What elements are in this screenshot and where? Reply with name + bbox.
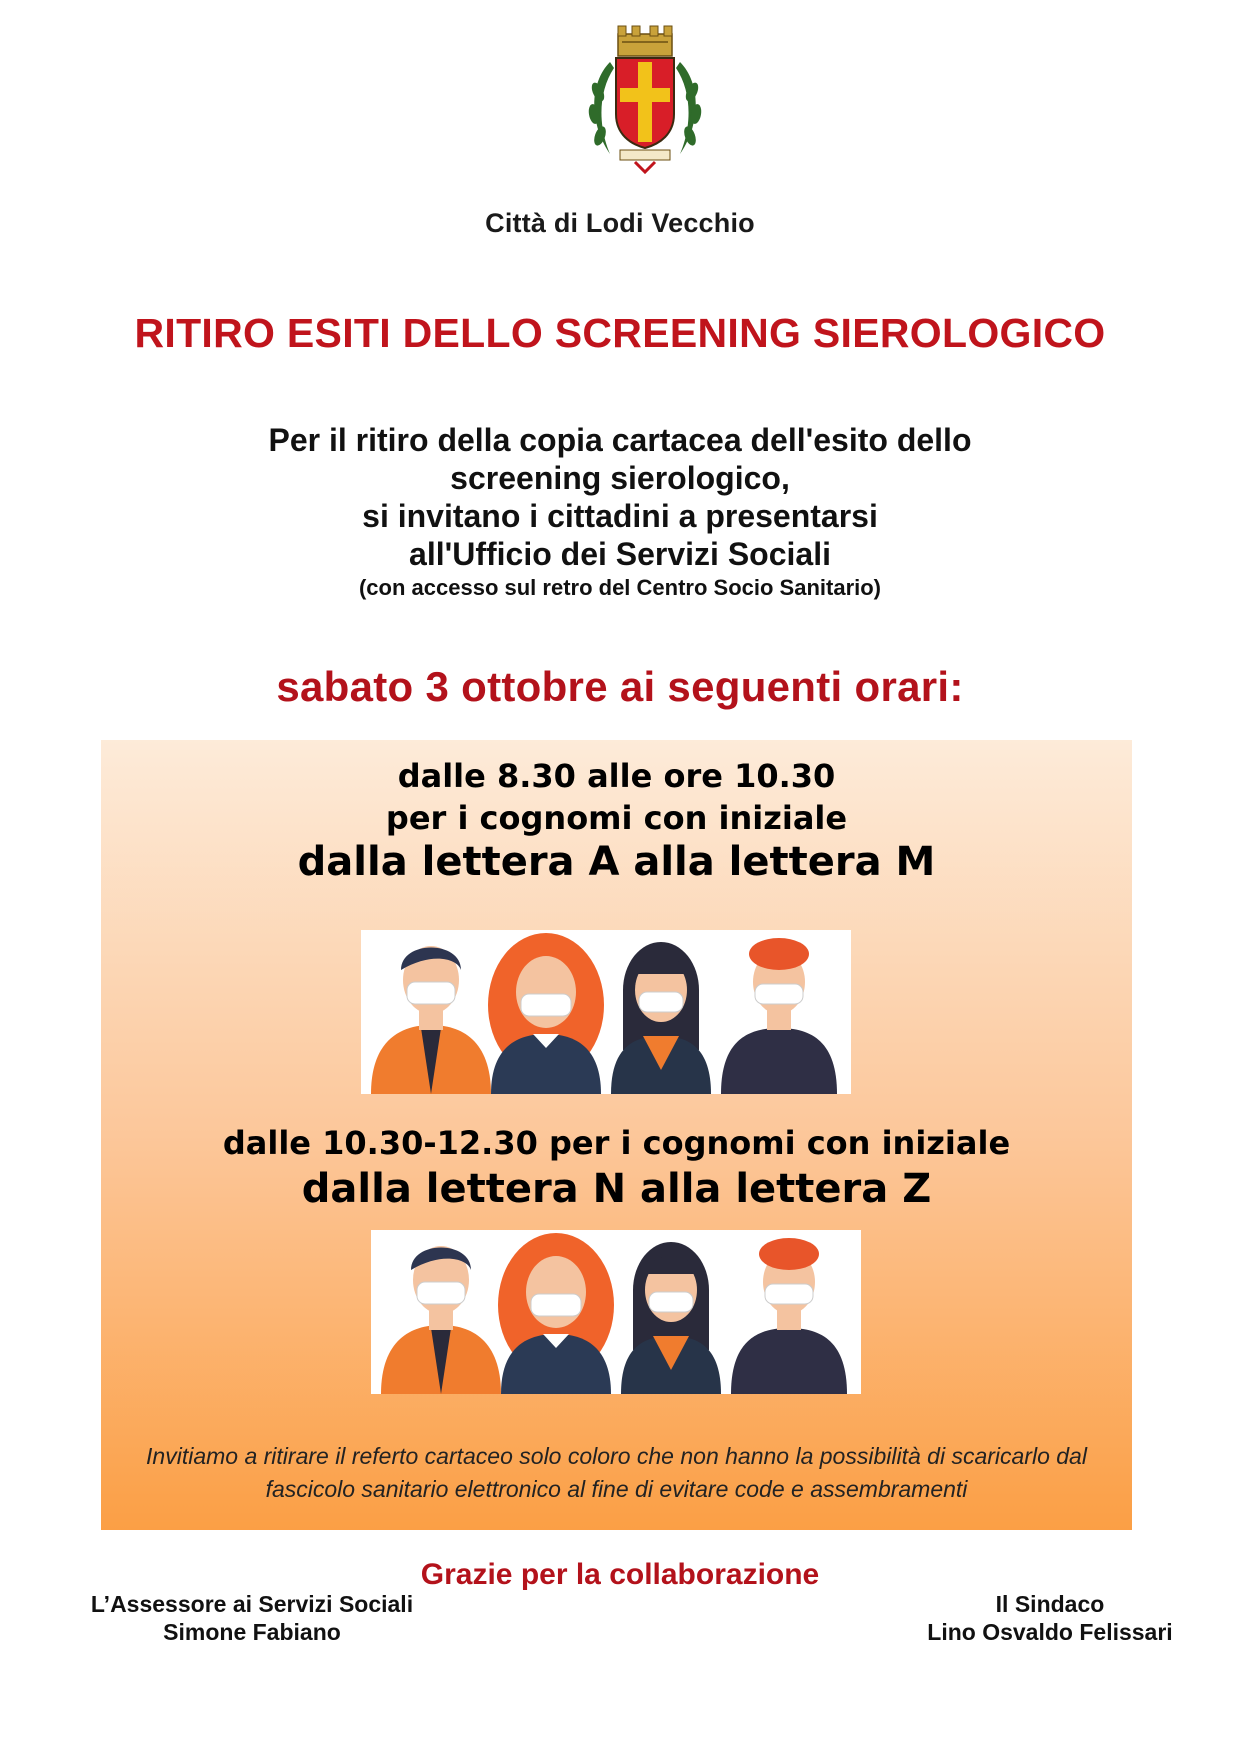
date-line: sabato 3 ottobre ai seguenti orari: [276,663,964,710]
person-woman-darkhair-icon [621,1242,721,1394]
signature-assessor [72,1590,432,1646]
slot-1-time [101,755,1132,839]
advisory-note [101,1440,1132,1506]
slot-1-time-line-1: dalle 8.30 alle ore 10.30 [397,757,836,795]
intro-line-1: Per il ritiro della copia cartacea dell'esito dello [268,422,972,458]
intro-line-3: si invitano i cittadini a presentarsi [362,498,878,534]
intro-access-note: (con accesso sul retro del Centro Socio Sanitario) [358,575,882,600]
person-woman-redhair-icon [488,933,604,1094]
shield-icon [616,58,674,148]
signature-assessor-role: L’Assessore ai Servizi Sociali [90,1591,414,1617]
masked-people-illustration-1 [361,930,851,1094]
slot-2-time: dalle 10.30-12.30 per i cognomi con iniziale [222,1124,1011,1162]
intro-line-2: screening sierologico, [450,460,790,496]
person-man-redhair-icon [731,1238,847,1394]
masked-people-illustration-2 [371,1230,861,1394]
slot-2-letters: dalla lettera N alla lettera Z [301,1166,932,1212]
slot-1-letters: dalla lettera A alla lettera M [297,839,936,885]
signature-mayor-role: Il Sindaco [995,1591,1105,1617]
signature-mayor [910,1590,1190,1646]
city-name: Città di Lodi Vecchio [485,208,755,238]
advisory-line-2: fascicolo sanitario elettronico al fine di evitare code e assembramenti [265,1476,968,1502]
slot-1-time-line-2: per i cognomi con iniziale [385,799,848,837]
thanks-line: Grazie per la collaborazione [420,1558,820,1591]
intro-line-4: all'Ufficio dei Servizi Sociali [409,536,831,572]
person-woman-redhair-icon [498,1233,614,1394]
city-crest-logo [580,22,710,182]
signature-mayor-name: Lino Osvaldo Felissari [927,1619,1173,1645]
person-woman-darkhair-icon [611,942,711,1094]
intro-text [0,421,1240,603]
advisory-line-1: Invitiamo a ritirare il referto cartaceo solo coloro che non hanno la possibilità di scaricarlo dal [146,1443,1087,1469]
crown-icon [618,26,672,56]
schedule-panel [101,740,1132,1530]
person-man-redhair-icon [721,938,837,1094]
person-man-icon [371,946,491,1094]
person-man-icon [381,1246,501,1394]
signature-assessor-name: Simone Fabiano [163,1619,341,1645]
page-title: RITIRO ESITI DELLO SCREENING SIEROLOGICO [134,310,1106,356]
